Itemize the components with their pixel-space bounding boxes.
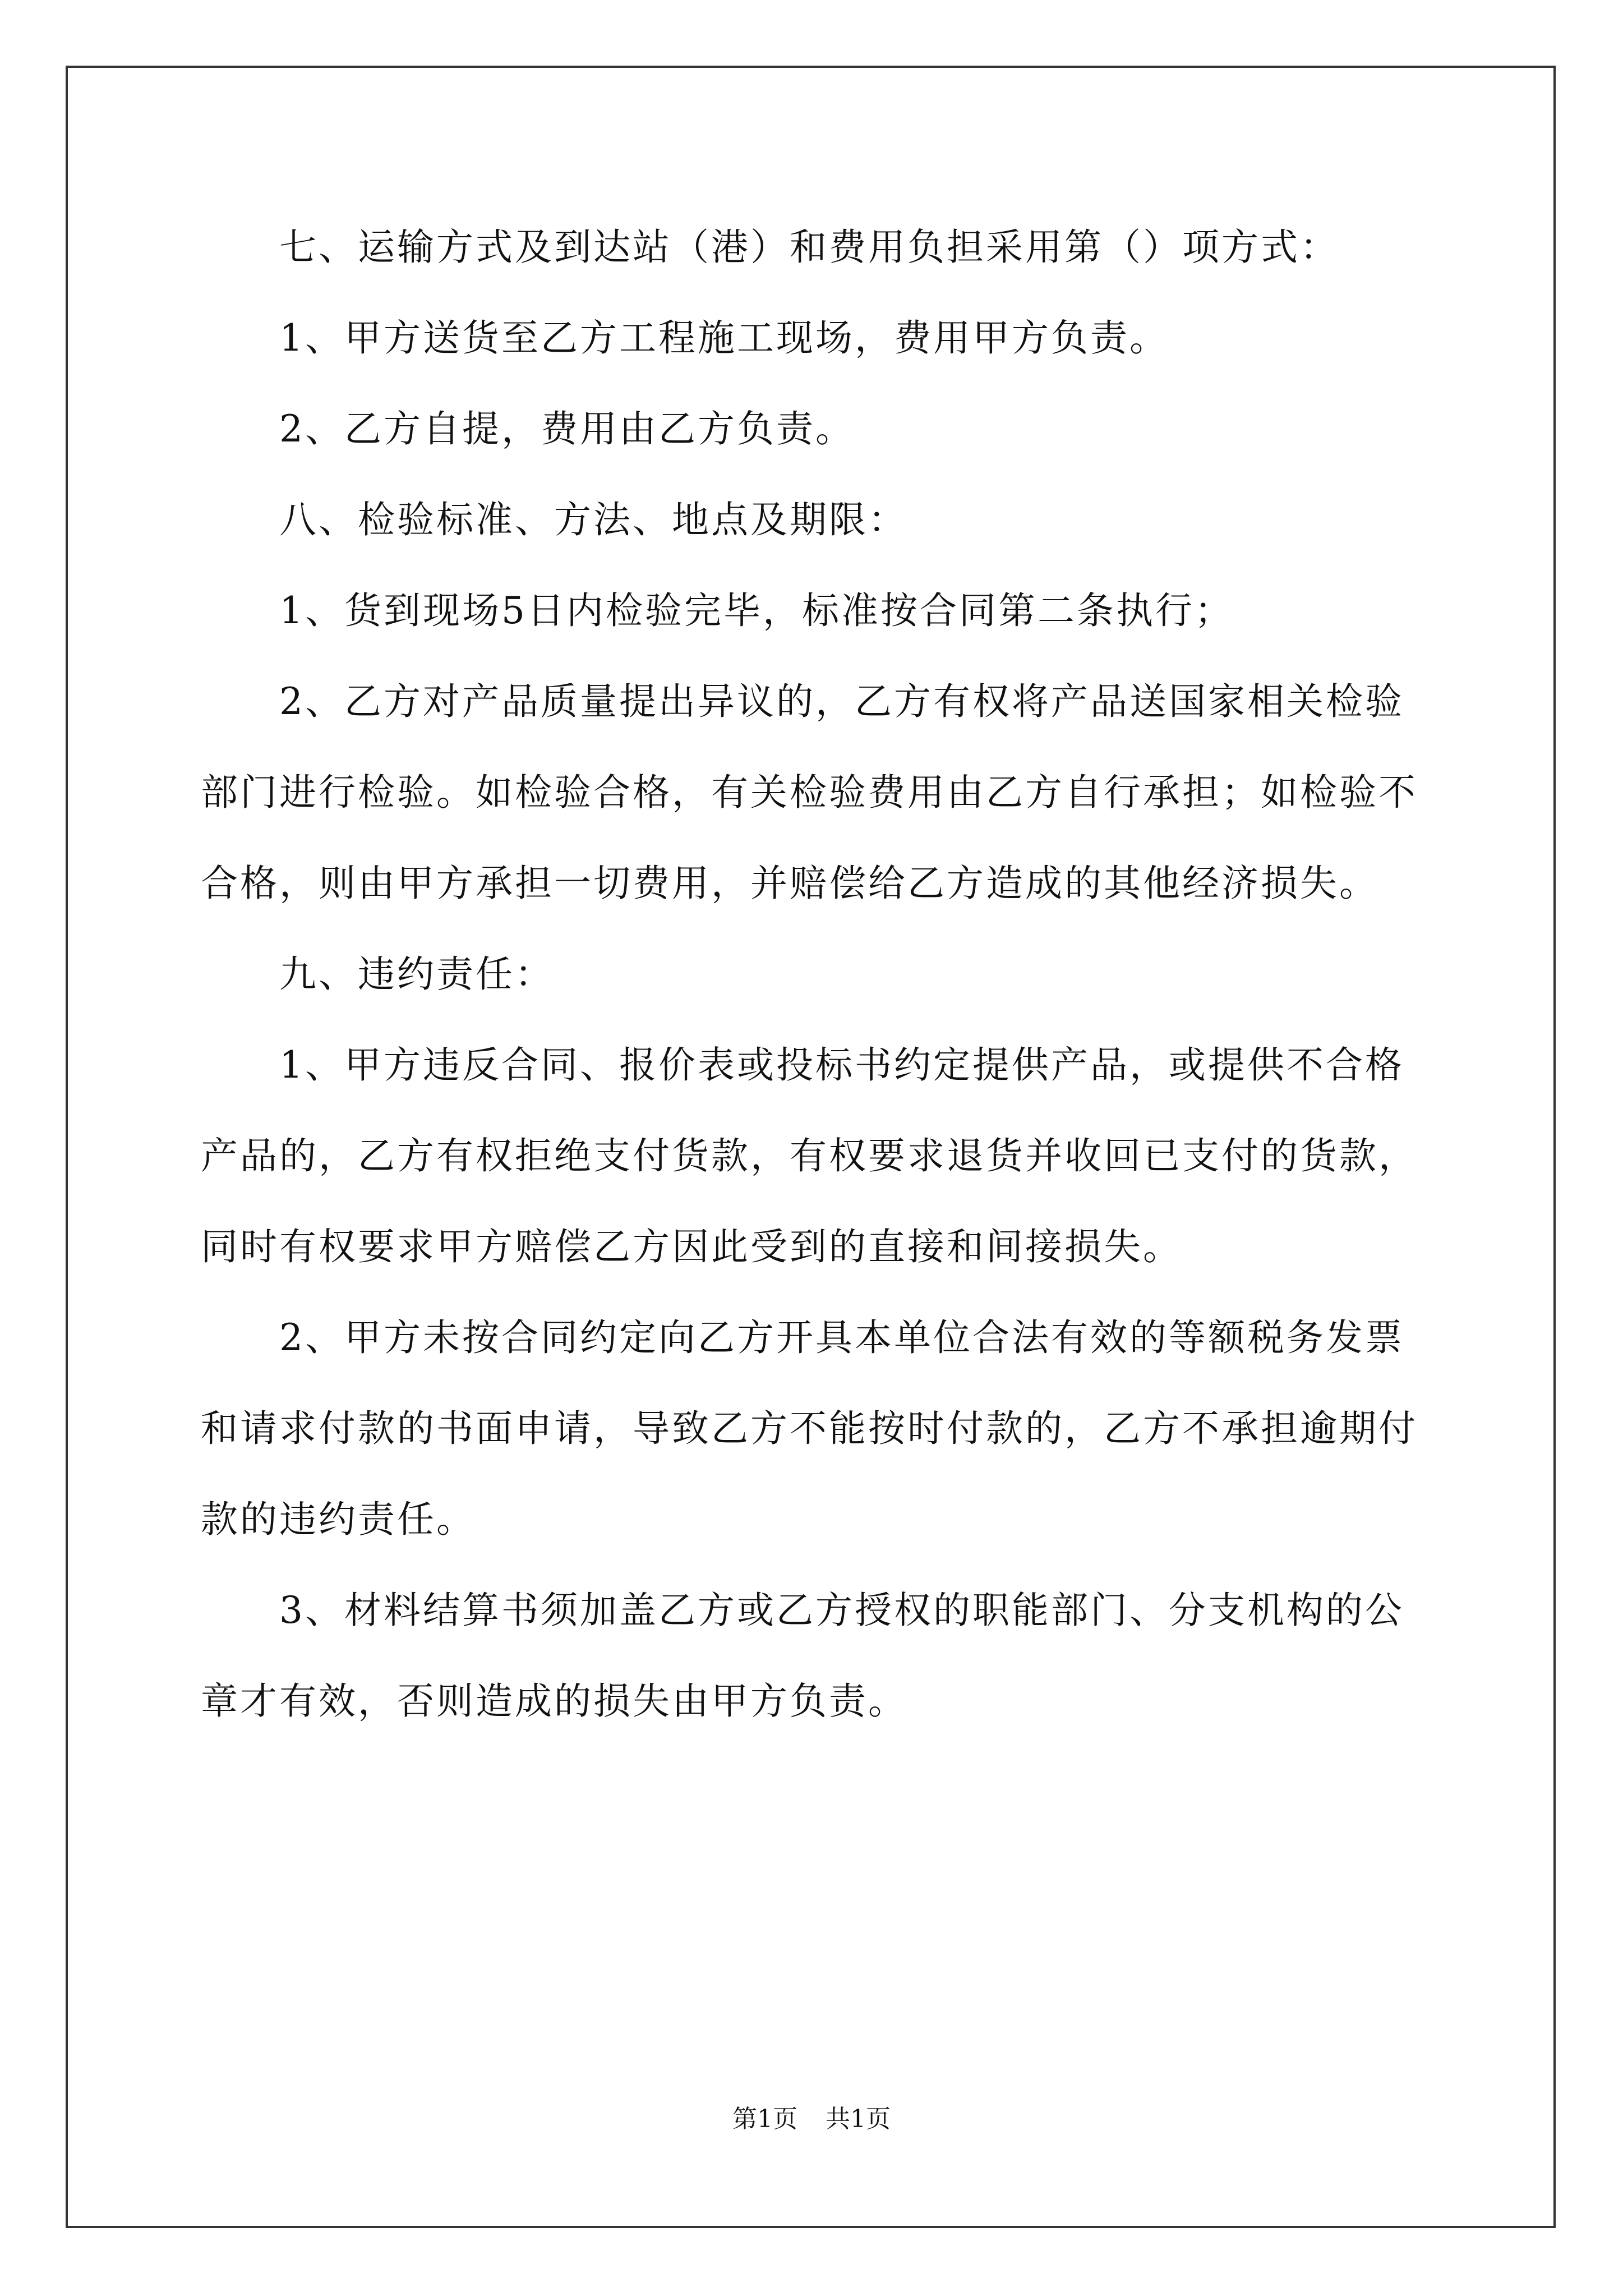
clause-8-heading: 八、检验标准、方法、地点及期限： [279,498,907,541]
clause-9-item-1: 1、甲方违反合同、报价表或投标书约定提供产品，或提供不合格产品的，乙方有权拒绝支付货款，有权要求退货并收回已支付的货款，同时有权要求甲方赔偿乙方因此受到的直接和间接损失。 [201,1043,1418,1268]
clause-9-heading: 九、违约责任： [279,953,554,996]
clause-7-heading: 七、运输方式及到达站（港）和费用负担采用第（）项方式： [279,226,1339,269]
clause-9-item-2: 2、甲方未按合同约定向乙方开具本单位合法有效的等额税务发票和请求付款的书面申请，导致乙方不能按时付款的，乙方不承担逾期付款的违约责任。 [201,1316,1418,1541]
clause-9-item-3: 3、材料结算书须加盖乙方或乙方授权的职能部门、分支机构的公章才有效，否则造成的损失由甲方负责。 [201,1589,1404,1723]
page-number-current: 第1页 [732,2105,797,2133]
page-footer [0,2102,1623,2136]
page-number-total: 共1页 [826,2105,891,2133]
clause-8-item-2: 2、乙方对产品质量提出异议的，乙方有权将产品送国家相关检验部门进行检验。如检验合格，有关检验费用由乙方自行承担；如检验不合格，则由甲方承担一切费用，并赔偿给乙方造成的其他经济损失。 [201,680,1418,905]
clause-7-item-2: 2、乙方自提，费用由乙方负责。 [279,407,855,450]
document-body [201,202,1435,1747]
clause-7-item-1: 1、甲方送货至乙方工程施工现场，费用甲方负责。 [279,316,1169,360]
clause-8-item-1: 1、货到现场5日内检验完毕，标准按合同第二条执行； [279,589,1234,632]
